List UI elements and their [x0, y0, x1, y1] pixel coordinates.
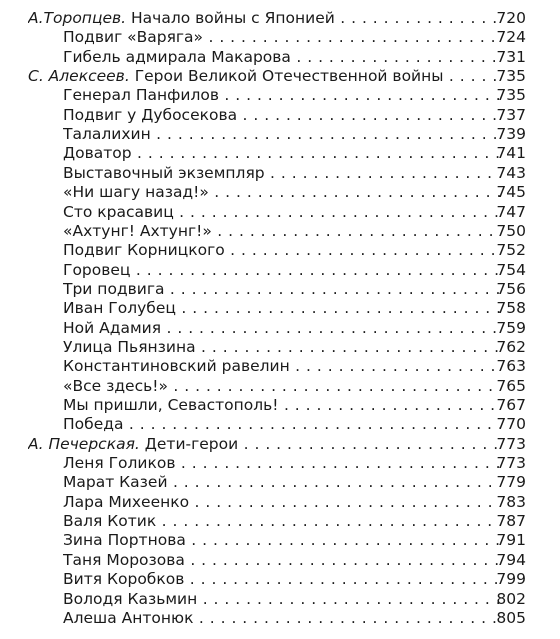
toc-entry-label: [63, 279, 500, 299]
toc-entry: [0, 492, 560, 512]
toc-entry-label: [63, 608, 500, 628]
toc-entry: [0, 298, 560, 318]
toc-entry-page-number: 779: [496, 473, 526, 492]
toc-entry-page-number: 799: [496, 570, 526, 589]
toc-entry-page-number: 743: [496, 163, 526, 182]
toc-entry-title: Дети-герои: [144, 434, 239, 453]
toc-entry-page-number: 739: [496, 125, 526, 144]
toc-entry-label: [63, 143, 500, 163]
toc-entry-page-number: 763: [496, 357, 526, 376]
toc-entry-title: Подвиг Корницкого: [63, 241, 225, 260]
toc-entry-title: Марат Казей: [63, 473, 168, 492]
toc-entry-label: [63, 221, 500, 241]
toc-entry-title: Таня Морозова: [63, 550, 185, 569]
toc-entry-page-number: 752: [496, 241, 526, 260]
toc-entry-title: Подвиг «Варяга»: [63, 28, 204, 47]
toc-entry-label: [63, 414, 500, 434]
toc-entry-page-number: 747: [496, 202, 526, 221]
toc-entry-label: [63, 163, 500, 183]
toc-entry-page-number: 783: [496, 492, 526, 511]
toc-section-entry: [0, 66, 560, 86]
toc-entry-title: Улица Пьянзина: [63, 337, 196, 356]
toc-entry-author: С. Алексеев.: [28, 67, 130, 86]
toc-entry-title: Выставочный экземпляр: [63, 163, 265, 182]
toc-entry: [0, 124, 560, 144]
toc-entry: [0, 182, 560, 202]
toc-entry: [0, 240, 560, 260]
toc-entry-page-number: 758: [496, 299, 526, 318]
toc-entry-page-number: 773: [496, 454, 526, 473]
toc-entry-title: «Все здесь!»: [63, 376, 168, 395]
toc-section-entry: [0, 434, 560, 454]
toc-entry: [0, 608, 560, 628]
toc-entry: [0, 453, 560, 473]
toc-entry-label: [28, 66, 500, 86]
toc-entry-page-number: 720: [496, 9, 526, 27]
toc-entry-title: Герои Великой Отечественной войны: [134, 67, 444, 86]
toc-entry-page-number: 773: [496, 434, 526, 453]
toc-entry: [0, 202, 560, 222]
toc-entry: [0, 260, 560, 280]
toc-entry: [0, 221, 560, 241]
toc-entry-label: [63, 550, 500, 570]
toc-entry-page-number: 794: [496, 550, 526, 569]
toc-entry-page-number: 770: [496, 415, 526, 434]
toc-entry-page-number: 754: [496, 260, 526, 279]
toc-entry-label: [63, 240, 500, 260]
toc-entry-label: [63, 27, 500, 47]
toc-entry: [0, 530, 560, 550]
toc-entry-title: Володя Казьмин: [63, 589, 198, 608]
toc-entry-title: Иван Голубец: [63, 299, 176, 318]
toc-entry-page-number: 767: [496, 396, 526, 414]
toc-entry-title: Начало войны с Японией: [131, 9, 335, 27]
toc-entry-page-number: 737: [496, 105, 526, 124]
toc-entry-page-number: 735: [496, 67, 526, 86]
toc-entry-page-number: 735: [496, 86, 526, 105]
toc-entry: [0, 318, 560, 338]
toc-entry-page-number: 750: [496, 221, 526, 240]
toc-entry-label: [63, 85, 500, 105]
toc-entry-title: «Ахтунг! Ахтунг!»: [63, 221, 212, 240]
toc-entry-page-number: 762: [496, 337, 526, 356]
toc-entry-title: Победа: [63, 415, 124, 434]
toc-entry: [0, 569, 560, 589]
toc-entry-label: [63, 492, 500, 512]
toc-entry-title: Горовец: [63, 260, 131, 279]
toc-entry: [0, 395, 560, 415]
toc-entry: [0, 143, 560, 163]
toc-entry: [0, 47, 560, 67]
toc-entry: [0, 163, 560, 183]
toc-entry-title: Валя Котик: [63, 512, 157, 531]
toc-entry-page-number: 805: [496, 608, 526, 627]
toc-entry-author: А.Торопцев.: [28, 9, 127, 27]
toc-entry-title: Генерал Панфилов: [63, 86, 219, 105]
toc-entry-label: [28, 8, 500, 28]
toc-entry-label: [63, 47, 500, 67]
toc-entry-title: Зина Портнова: [63, 531, 186, 550]
toc-entry-label: [63, 182, 500, 202]
toc-entry: [0, 279, 560, 299]
toc-entry-author: А. Печерская.: [28, 434, 140, 453]
toc-entry: [0, 550, 560, 570]
toc-entry-page-number: 745: [496, 183, 526, 202]
toc-entry-label: [63, 530, 500, 550]
toc-entry-title: Доватор: [63, 144, 132, 163]
toc-entry-label: [63, 298, 500, 318]
toc-entry-label: [63, 202, 500, 222]
toc-entry-label: [63, 569, 500, 589]
toc-entry-label: [63, 260, 500, 280]
toc-entry: [0, 589, 560, 609]
toc-entry-title: Константиновский равелин: [63, 357, 290, 376]
toc-entry: [0, 105, 560, 125]
toc-entry-page-number: 759: [496, 318, 526, 337]
toc-entry-label: [63, 589, 500, 609]
toc-entry-page-number: 791: [496, 531, 526, 550]
toc-entry-label: [63, 105, 500, 125]
toc-entry-title: Гибель адмирала Макарова: [63, 47, 291, 66]
toc-entry-label: [63, 395, 500, 415]
toc-entry-title: Подвиг у Дубосекова: [63, 105, 238, 124]
toc-entry: [0, 85, 560, 105]
toc-entry-page-number: 756: [496, 279, 526, 298]
toc-entry-page-number: 741: [496, 144, 526, 163]
toc-entry-label: [63, 472, 500, 492]
toc-entry-label: [63, 453, 500, 473]
toc-entry-title: Алеша Антонюк: [63, 608, 194, 627]
toc-entry: [0, 27, 560, 47]
toc-entry-title: Ной Адамия: [63, 318, 162, 337]
toc-entry-page-number: 765: [496, 376, 526, 395]
toc-entry: [0, 472, 560, 492]
toc-entry: [0, 356, 560, 376]
toc-entry: [0, 511, 560, 531]
toc-entry-label: [63, 376, 500, 396]
toc-entry-page-number: 731: [496, 47, 526, 66]
toc-entry-title: Мы пришли, Севастополь!: [63, 396, 279, 414]
toc-entry-title: Сто красавиц: [63, 202, 174, 221]
toc-entry: [0, 376, 560, 396]
toc-entry-title: «Ни шагу назад!»: [63, 183, 209, 202]
toc-entry-label: [63, 511, 500, 531]
toc-entry-label: [28, 434, 500, 454]
toc-entry: [0, 414, 560, 434]
toc-entry-page-number: 724: [496, 28, 526, 47]
toc-entry-page-number: 787: [496, 512, 526, 531]
toc-entry-title: Витя Коробков: [63, 570, 185, 589]
toc-entry-label: [63, 318, 500, 338]
toc-entry-title: Леня Голиков: [63, 454, 176, 473]
toc-entry-page-number: 802: [496, 589, 526, 608]
toc-entry-title: Талалихин: [63, 125, 151, 144]
toc-entry-label: [63, 337, 500, 357]
toc-entry-label: [63, 124, 500, 144]
toc-entry-title: Лара Михеенко: [63, 492, 190, 511]
toc-entry-title: Три подвига: [63, 279, 165, 298]
toc-entry: [0, 337, 560, 357]
toc-entry-label: [63, 356, 500, 376]
toc-section-entry: [0, 8, 560, 28]
